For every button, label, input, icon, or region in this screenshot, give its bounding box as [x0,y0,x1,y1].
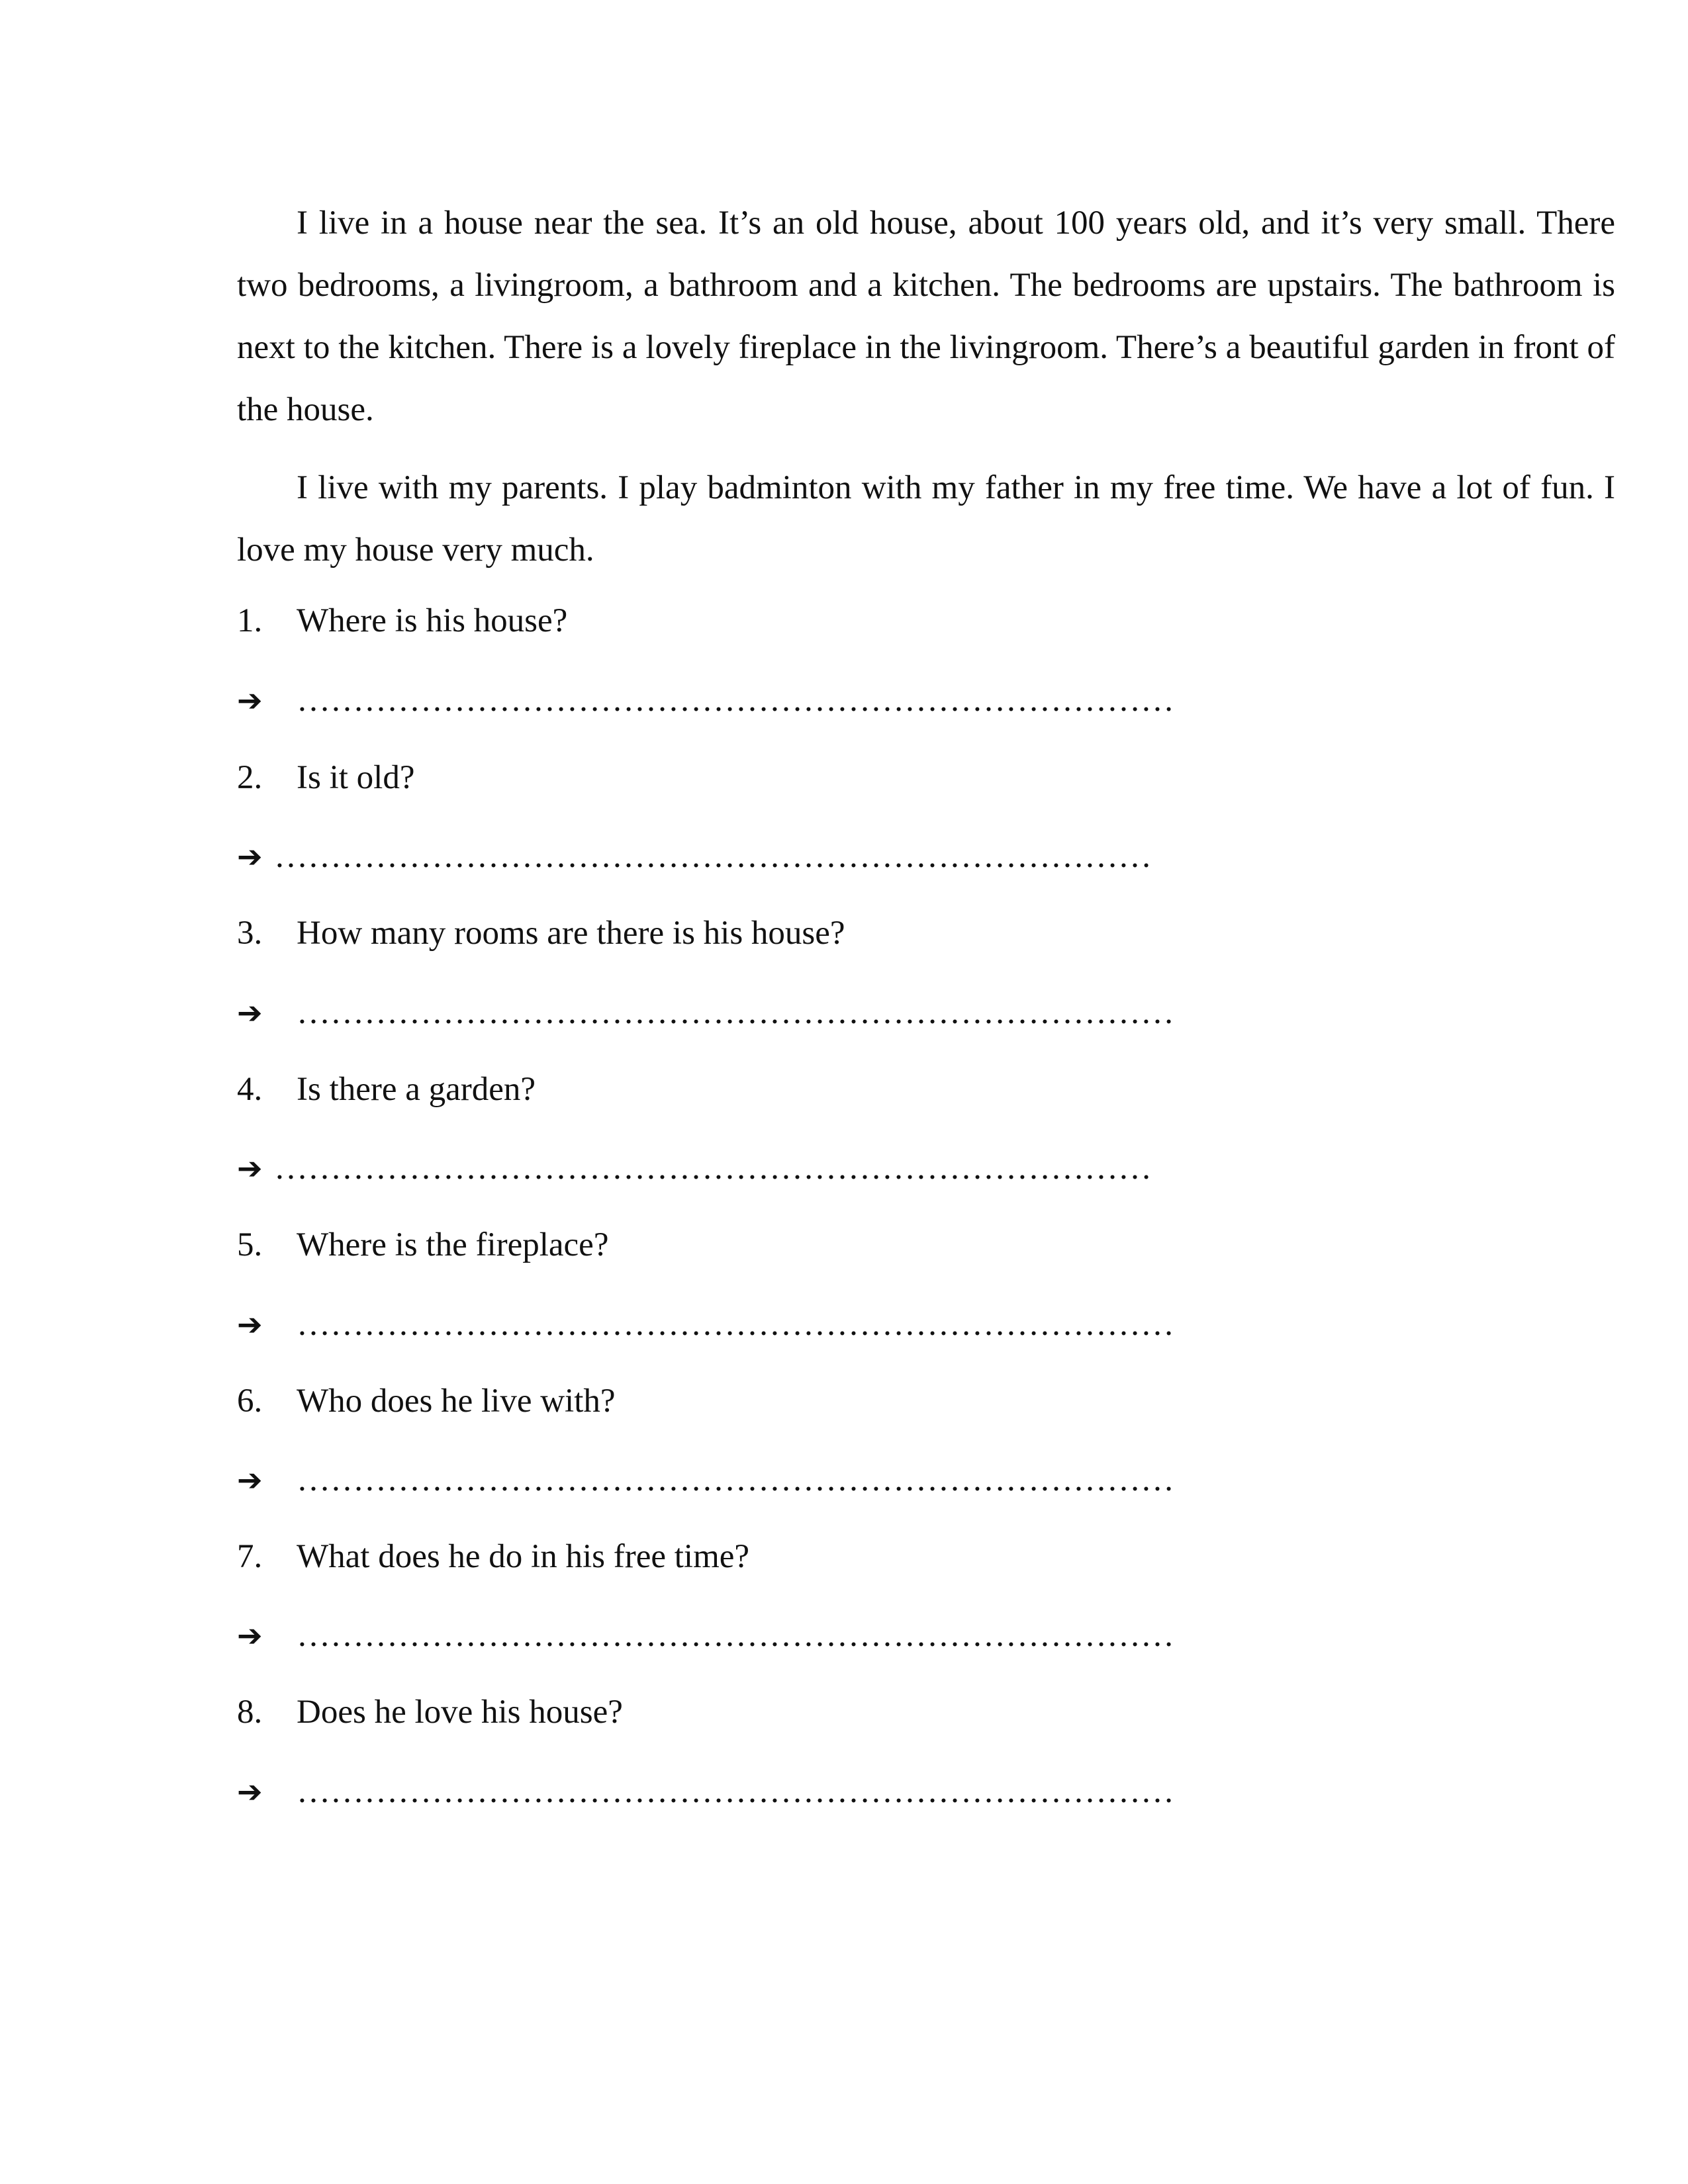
question-text: Where is his house? [297,602,568,639]
question-text: Does he love his house? [297,1694,623,1731]
answer-dots[interactable]: …………………………………………………………………… [297,1617,1174,1654]
question-number: 1. [237,602,263,639]
arrow-icon: ➔ [237,682,263,718]
answer-dots[interactable]: …………………………………………………………………… [297,682,1174,719]
answer-dots[interactable]: …………………………………………………………………… [297,1306,1174,1343]
arrow-icon: ➔ [237,1774,263,1809]
question-text: Is it old? [297,759,415,796]
arrow-icon: ➔ [237,1306,263,1342]
question-number: 5. [237,1226,263,1263]
question-text: Who does he live with? [297,1383,616,1420]
answer-dots[interactable]: …………………………………………………………………… [297,994,1174,1031]
arrow-icon: ➔ [237,1462,263,1498]
question-text: Where is the fireplace? [297,1226,609,1263]
passage-paragraph: I live with my parents. I play badminton with my father in my free time. We have a lot of fun. I love my house very much. [237,469,1615,569]
question-number: 2. [237,759,263,796]
question-text: Is there a garden? [297,1071,536,1108]
answer-dots[interactable]: …………………………………………………………………… [274,838,1152,875]
reading-passage [237,192,1615,581]
question-text: How many rooms are there is his house? [297,915,845,952]
passage-paragraph: I live in a house near the sea. It’s an old house, about 100 years old, and it’s very small. There two bedrooms, a livingroom, a bathroom and a kitchen. The bedrooms are upstairs. The bathroom is next to the kitchen. There is a lovely fireplace in the livingroom. There’s a beautiful garden in front of the house. [237,205,1615,428]
question-number: 4. [237,1071,263,1108]
question-number: 8. [237,1694,263,1731]
arrow-icon: ➔ [237,839,263,874]
question-text: What does he do in his free time? [297,1538,750,1575]
question-number: 7. [237,1538,263,1575]
arrow-icon: ➔ [237,1617,263,1653]
arrow-icon: ➔ [237,995,263,1030]
answer-dots[interactable]: …………………………………………………………………… [297,1461,1174,1498]
answer-dots[interactable]: …………………………………………………………………… [297,1773,1174,1810]
answer-dots[interactable]: …………………………………………………………………… [274,1150,1152,1187]
question-number: 3. [237,915,263,952]
question-number: 6. [237,1383,263,1420]
arrow-icon: ➔ [237,1150,263,1186]
